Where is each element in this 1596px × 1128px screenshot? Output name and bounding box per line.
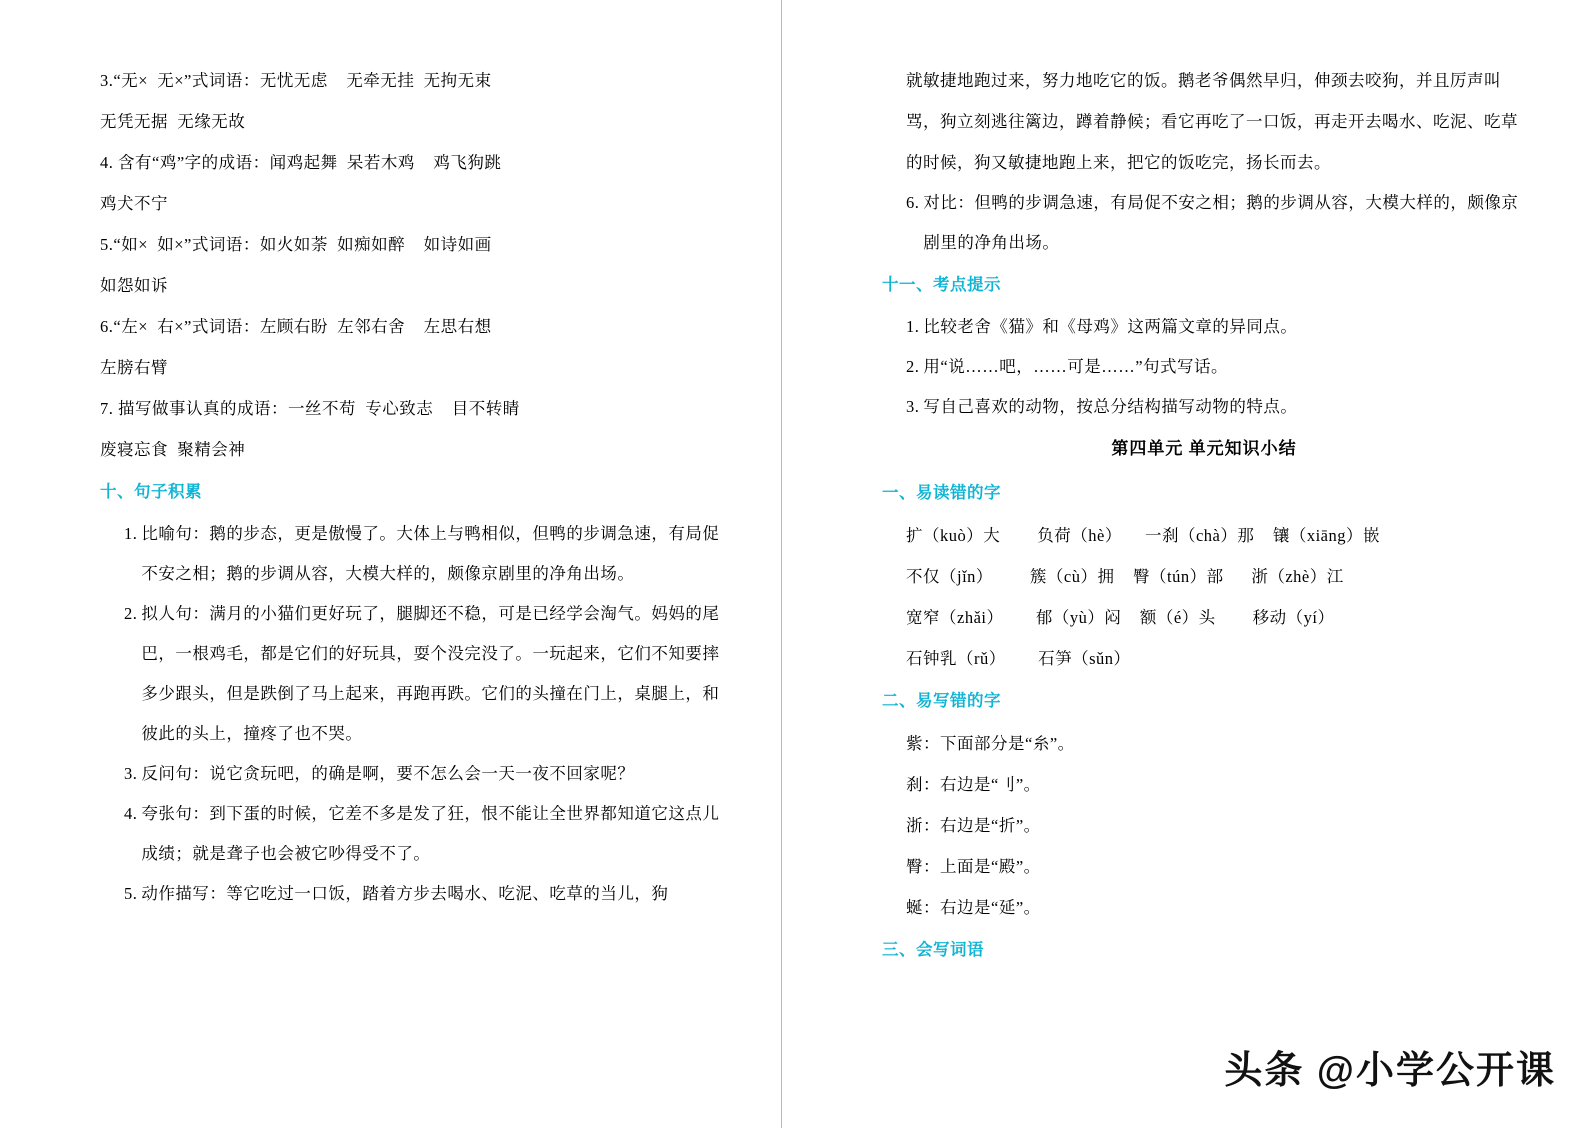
list-item-text: 比较老舍《猫》和《母鸡》这两篇文章的异同点。 [923,317,1298,336]
left-page [0,0,782,1128]
unit-title: 第四单元 单元知识小结 [1111,439,1297,458]
word-row: 臀：上面是“殿”。 [906,857,1041,876]
text-line: 左膀右臂 [100,358,168,377]
text-line: 7. 描写做事认真的成语：一丝不苟 专心致志 目不转睛 [100,399,520,418]
list-item-text: 夸张句：到下蛋的时候，它差不多是发了狂，恨不能让全世界都知道它这点儿成绩；就是聋子也会被它吵得受不了。 [141,804,720,863]
list-item-number: 3. [906,397,920,416]
list-item [882,307,1526,347]
list-item [882,347,1526,387]
word-row: 石钟乳（rǔ） 石笋（sǔn） [906,649,1131,668]
list-item-number: 4. [124,804,138,823]
word-row: 刹：右边是“刂”。 [906,775,1041,794]
section-heading-easily-miswritten: 二、易写错的字 [882,691,1001,710]
paragraph: 就敏捷地跑过来，努力地吃它的饭。鹅老爷偶然早归，伸颈去咬狗，并且厉声叫骂，狗立刻逃往篱边，蹲着静候；看它再吃了一口饭，再走开去喝水、吃泥、吃草的时候，狗又敏捷地跑上来，把它的饭吃完，扬长而去。 [906,71,1518,172]
list-item-text: 用“说……吧，……可是……”句式写话。 [923,357,1229,376]
text-line: 3.“无× 无×”式词语：无忧无虑 无牵无挂 无拘无束 [100,71,492,90]
section-heading-sentence-accumulation: 十、句子积累 [100,482,202,501]
text-line: 废寝忘食 聚精会神 [100,440,246,459]
list-item-number: 1. [124,524,138,543]
list-item [100,514,721,594]
text-line: 无凭无据 无缘无故 [100,112,246,131]
list-item-number: 1. [906,317,920,336]
list-item-text: 动作描写：等它吃过一口饭，踏着方步去喝水、吃泥、吃草的当儿，狗 [141,884,669,903]
list-item-text: 拟人句：满月的小猫们更好玩了，腿脚还不稳，可是已经学会淘气。妈妈的尾巴，一根鸡毛，都是它们的好玩具，耍个没完没了。一玩起来，它们不知要摔多少跟头，但是跌倒了马上起来，再跑再跌。它们的头撞在门上，桌腿上，和彼此的头上，撞疼了也不哭。 [141,604,720,743]
list-item-text: 比喻句：鹅的步态，更是傲慢了。大体上与鸭相似，但鸭的步调急速，有局促不安之相；鹅的步调从容，大模大样的，颇像京剧里的净角出场。 [141,524,720,583]
word-row: 浙：右边是“折”。 [906,816,1041,835]
list-item-text: 写自己喜欢的动物，按总分结构描写动物的特点。 [923,397,1298,416]
text-line: 鸡犬不宁 [100,194,168,213]
list-item [882,387,1526,427]
list-item-number: 2. [124,604,138,623]
list-item-number: 2. [906,357,920,376]
word-row: 紫：下面部分是“糸”。 [906,734,1075,753]
list-item-text: 对比：但鸭的步调急速，有局促不安之相；鹅的步调从容，大模大样的，颇像京剧里的净角出场。 [923,193,1519,252]
section-heading-words-to-write: 三、会写词语 [882,940,984,959]
watermark: 头条 @小学公开课 [1224,1050,1556,1092]
list-item-number: 5. [124,884,138,903]
word-row: 宽窄（zhǎi） 郁（yù）闷 额（é）头 移动（yí） [906,608,1335,627]
right-page [782,0,1596,1128]
text-line: 4. 含有“鸡”字的成语：闻鸡起舞 呆若木鸡 鸡飞狗跳 [100,153,502,172]
list-item [100,874,721,914]
list-item-number: 3. [124,764,138,783]
section-heading-easily-misread: 一、易读错的字 [882,483,1001,502]
word-row: 不仅（jǐn） 簇（cù）拥 臀（tún）部 浙（zhè）江 [906,567,1344,586]
text-line: 如怨如诉 [100,276,168,295]
list-item [882,183,1526,263]
text-line: 5.“如× 如×”式词语：如火如荼 如痴如醉 如诗如画 [100,235,492,254]
section-heading-exam-points: 十一、考点提示 [882,275,1001,294]
word-row: 蜒：右边是“延”。 [906,898,1041,917]
list-item-number: 6. [906,193,920,212]
list-item [100,794,721,874]
list-item [100,754,721,794]
text-line: 6.“左× 右×”式词语：左顾右盼 左邻右舍 左思右想 [100,317,492,336]
word-row: 扩（kuò）大 负荷（hè） 一刹（chà）那 镶（xiāng）嵌 [906,526,1381,545]
list-item [100,594,721,754]
list-item-text: 反问句：说它贪玩吧，的确是啊，要不怎么会一天一夜不回家呢？ [141,764,635,783]
